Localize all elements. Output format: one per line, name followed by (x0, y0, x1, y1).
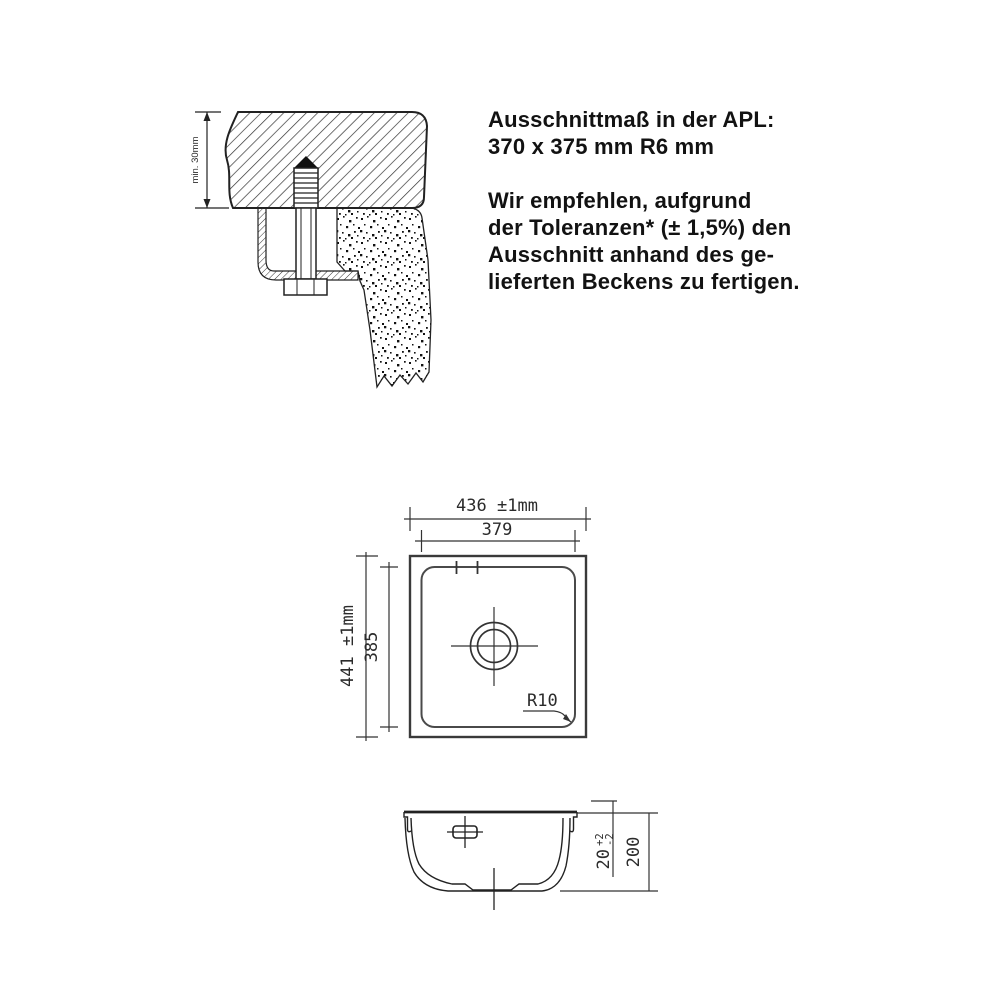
outer-width-dimension: 436 ±1mm (456, 496, 538, 516)
cutout-size-heading: Ausschnittmaß in der APL: (488, 107, 775, 132)
clamp-nut (284, 279, 327, 295)
rim-hook-right (570, 812, 577, 832)
total-depth-dimension: 200 (624, 836, 644, 868)
outer-height-dimension: 441 ±1mm (338, 605, 358, 687)
thread-lines (294, 173, 318, 203)
min-thickness-label: min. 30mm (190, 136, 201, 184)
sink-side-view-drawing (392, 792, 668, 918)
recommendation-line: der Toleranzen* (± 1,5%) den (488, 215, 792, 240)
sink-body-section (337, 208, 431, 387)
paragraph-spacer (488, 160, 828, 187)
recommendation-line: Wir empfehlen, aufgrund (488, 188, 752, 213)
basin-outer-wall (405, 818, 570, 891)
svg-text:-2: -2 (604, 833, 616, 846)
inner-height-dimension: 385 (362, 631, 382, 663)
sink-top-view-drawing (332, 488, 600, 748)
recommendation-line: Ausschnitt anhand des ge- (488, 242, 775, 267)
bolt-shaft (296, 208, 316, 279)
inner-width-dimension: 379 (481, 520, 513, 540)
basin-inner-wall (411, 818, 563, 890)
instruction-text-block (488, 106, 828, 295)
countertop-section (226, 112, 427, 208)
rim-height-dimension (594, 833, 616, 869)
mounting-cross-section-drawing (185, 95, 465, 395)
corner-radius-label: R10 (527, 691, 558, 711)
recommendation-line: lieferten Beckens zu fertigen. (488, 269, 800, 294)
cutout-size-value: 370 x 375 mm R6 mm (488, 134, 715, 159)
svg-text:20: 20 (594, 849, 614, 870)
svg-text:+2: +2 (594, 833, 606, 846)
